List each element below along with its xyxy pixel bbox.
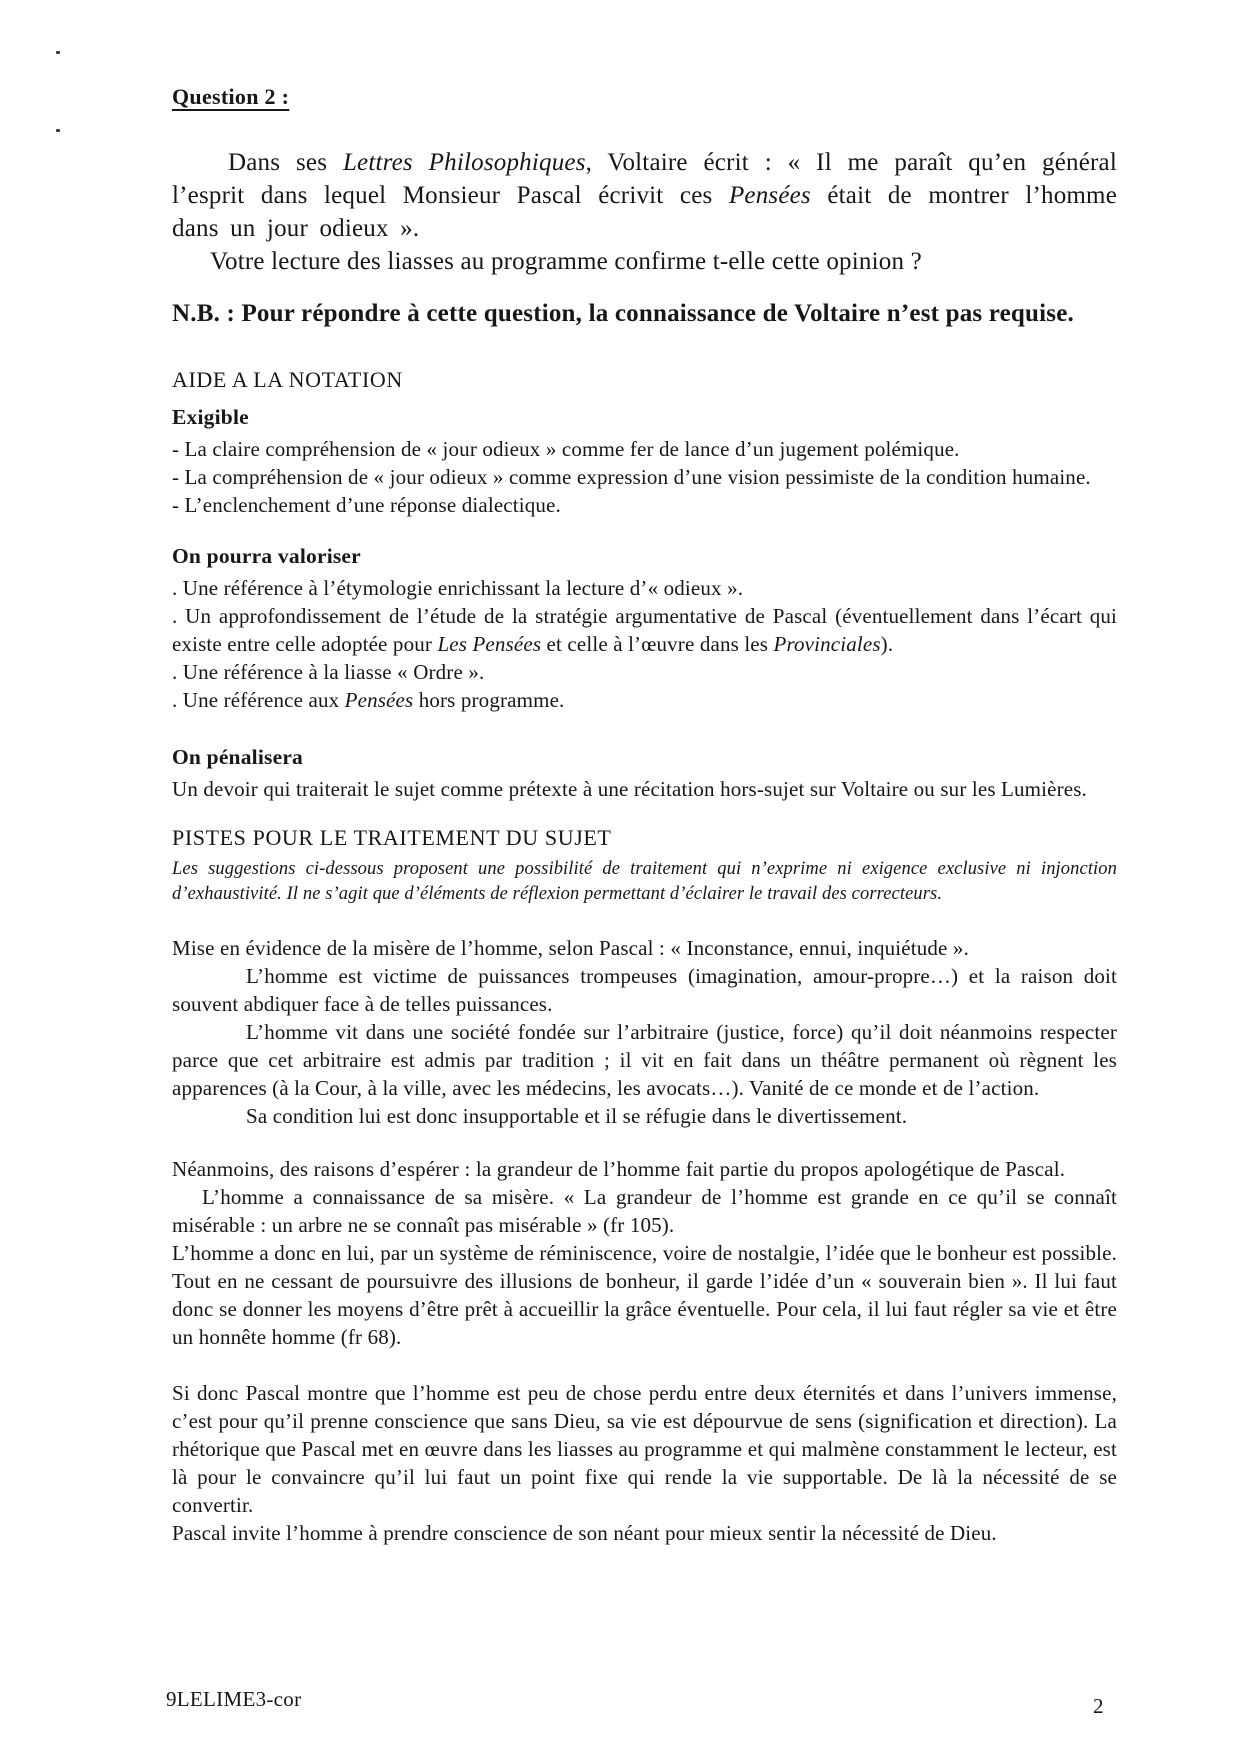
question-intro-paragraph: Dans ses Lettres Philosophiques, Voltaire écrit : « Il me paraît qu’en général l’esprit dans lequel Monsieur Pascal écrivit ces Pensées était de montrer l’homme dans un jour odieux ». bbox=[172, 149, 1117, 242]
exigible-item: - La compréhension de « jour odieux » comme expression d’une vision pessimiste de la condition humaine. bbox=[172, 465, 1091, 489]
exigible-items bbox=[172, 435, 1117, 519]
exigible-heading: Exigible bbox=[172, 405, 249, 429]
exigible-item: - L’enclenchement d’une réponse dialectique. bbox=[172, 493, 561, 517]
document-reference-code: 9LELIME3-cor bbox=[166, 1687, 302, 1711]
page-number: 2 bbox=[1093, 1694, 1104, 1718]
valoriser-item: . Une référence aux Pensées hors programme. bbox=[172, 688, 565, 712]
conclusion-paragraph: Pascal invite l’homme à prendre conscience de son néant pour mieux sentir la nécessité de Dieu. bbox=[172, 1521, 997, 1545]
grandeur-paragraph: L’homme a connaissance de sa misère. « La grandeur de l’homme est grande en ce qu’il se connaît misérable : un arbre ne se connaît pas misérable » (fr 105). bbox=[172, 1185, 1117, 1237]
nb-note: N.B. : Pour répondre à cette question, la connaissance de Voltaire n’est pas requise. bbox=[172, 300, 1074, 327]
valoriser-item: . Un approfondissement de l’étude de la stratégie argumentative de Pascal (éventuellement dans l’écart qui existe entre celle adoptée pour Les Pensées et celle à l’œuvre dans les Provinciales). bbox=[172, 604, 1117, 656]
valoriser-items bbox=[172, 574, 1117, 714]
document-content bbox=[172, 84, 1117, 1547]
valoriser-item: . Une référence à la liasse « Ordre ». bbox=[172, 660, 485, 684]
conclusion-paragraph: Si donc Pascal montre que l’homme est peu de chose perdu entre deux éternités et dans l’univers immense, c’est pour qu’il prenne conscience que sans Dieu, sa vie est dépourvue de sens (signification et direction). La rhétorique que Pascal met en œuvre dans les liasses au programme et qui malmène constamment le lecteur, est là pour le convaincre qu’il lui faut un point fixe qui rende la vie supportable. De là la nécessité de se convertir. bbox=[172, 1381, 1117, 1517]
valoriser-item: . Une référence à l’étymologie enrichissant la lecture d’« odieux ». bbox=[172, 576, 744, 600]
question-heading: Question 2 : bbox=[172, 84, 290, 109]
notation-section-heading: AIDE A LA NOTATION bbox=[172, 367, 403, 392]
misere-paragraph: L’homme vit dans une société fondée sur l’arbitraire (justice, force) qu’il doit néanmoins respecter parce que cet arbitraire est admis par tradition ; il vit en fait dans un théâtre permanent où règnent les apparences (à la Cour, à la ville, avec les médecins, les avocats…). Vanité de ce monde et de l’action. bbox=[172, 1020, 1117, 1100]
grandeur-paragraph: Néanmoins, des raisons d’espérer : la grandeur de l’homme fait partie du propos apologétique de Pascal. bbox=[172, 1157, 1066, 1181]
question-followup-line: Votre lecture des liasses au programme confirme t-elle cette opinion ? bbox=[210, 248, 922, 275]
scan-artifact-dot bbox=[56, 51, 60, 54]
pistes-disclaimer: Les suggestions ci-dessous proposent une possibilité de traitement qui n’exprime ni exigence exclusive ni injonction d’exhaustivité. Il ne s’agit que d’éléments de réflexion permettant d’éclairer le travail des correcteurs. bbox=[172, 859, 1117, 904]
penalisera-paragraph: Un devoir qui traiterait le sujet comme prétexte à une récitation hors-sujet sur Voltaire ou sur les Lumières. bbox=[172, 777, 1087, 801]
exigible-item: - La claire compréhension de « jour odieux » comme fer de lance d’un jugement polémique. bbox=[172, 437, 960, 461]
pistes-section-heading: PISTES POUR LE TRAITEMENT DU SUJET bbox=[172, 825, 612, 850]
valoriser-heading: On pourra valoriser bbox=[172, 544, 361, 568]
grandeur-paragraph: L’homme a donc en lui, par un système de réminiscence, voire de nostalgie, l’idée que le bonheur est possible. Tout en ne cessant de poursuivre des illusions de bonheur, il garde l’idée d’un « souverain bien ». Il lui faut donc se donner les moyens d’être prêt à accueillir la grâce éventuelle. Pour cela, il lui faut régler sa vie et être un honnête homme (fr 68). bbox=[172, 1241, 1117, 1349]
misere-paragraph: L’homme est victime de puissances trompeuses (imagination, amour-propre…) et la raison doit souvent abdiquer face à de telles puissances. bbox=[172, 964, 1117, 1016]
scan-artifact-dot bbox=[56, 129, 60, 132]
penalisera-heading: On pénalisera bbox=[172, 745, 304, 769]
misere-paragraph: Sa condition lui est donc insupportable et il se réfugie dans le divertissement. bbox=[246, 1104, 908, 1128]
misere-paragraph: Mise en évidence de la misère de l’homme, selon Pascal : « Inconstance, ennui, inquiétude ». bbox=[172, 936, 969, 960]
